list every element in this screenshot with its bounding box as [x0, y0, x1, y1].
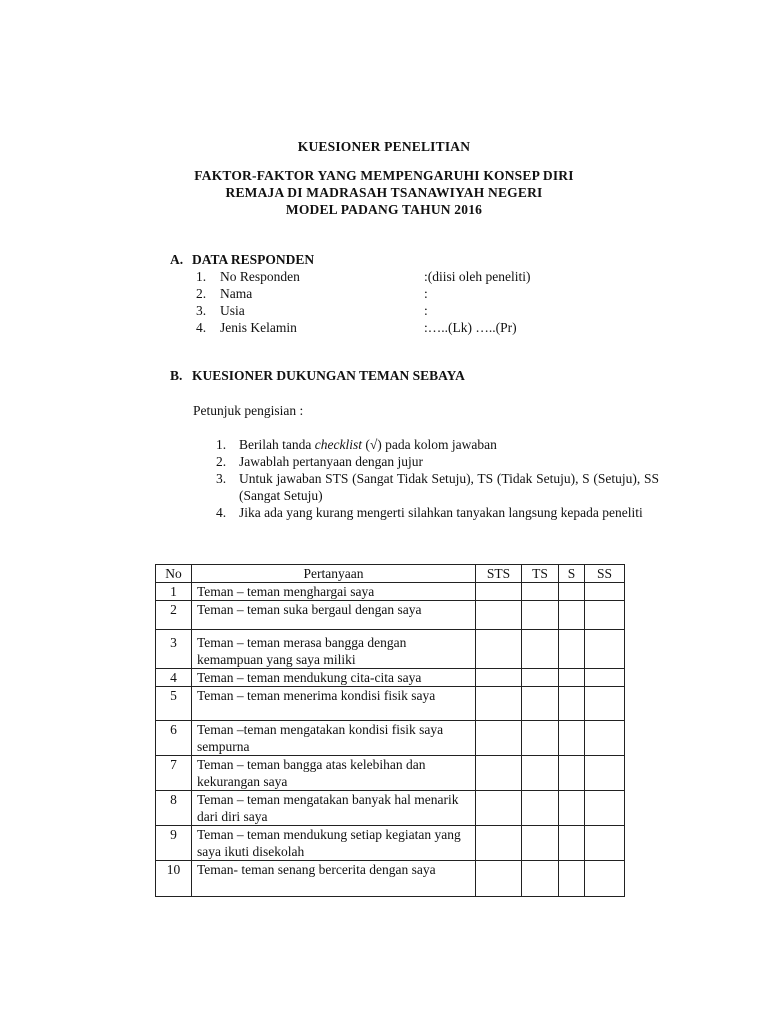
question-text: Teman – teman mengatakan banyak hal menarik dari diri saya [192, 791, 476, 826]
answer-cell-ss[interactable] [585, 791, 625, 826]
answer-cell-sts[interactable] [476, 826, 522, 861]
table-row: 1 Teman – teman menghargai saya [156, 583, 625, 601]
answer-cell-ss[interactable] [585, 721, 625, 756]
instruction-item: 4. Jika ada yang kurang mengerti silahkan tanyakan langsung kepada peneliti [216, 505, 643, 520]
answer-cell-sts[interactable] [476, 791, 522, 826]
question-text: Teman – teman mendukung setiap kegiatan yang saya ikuti disekolah [192, 826, 476, 861]
respondent-label: Jenis Kelamin [220, 320, 297, 335]
question-text: Teman- teman senang bercerita dengan saya [192, 861, 476, 897]
respondent-data-list [196, 268, 616, 336]
answer-cell-ts[interactable] [522, 687, 559, 721]
subtitle-line-1: FAKTOR-FAKTOR YANG MEMPENGARUHI KONSEP DIRI [194, 168, 574, 183]
question-text: Teman – teman mendukung cita-cita saya [192, 669, 476, 687]
table-row: 9 Teman – teman mendukung setiap kegiatan yang saya ikuti disekolah [156, 826, 625, 861]
respondent-value: :…..(Lk) …..(Pr) [424, 320, 517, 335]
subtitle-line-2: REMAJA DI MADRASAH TSANAWIYAH NEGERI [225, 185, 543, 200]
section-a-title: DATA RESPONDEN [192, 252, 315, 267]
answer-cell-sts[interactable] [476, 721, 522, 756]
subtitle-line-3: MODEL PADANG TAHUN 2016 [285, 202, 483, 217]
header-question: Pertanyaan [192, 565, 476, 583]
respondent-row: 4. Jenis Kelamin :…..(Lk) …..(Pr) [196, 320, 517, 335]
section-b-heading [170, 367, 465, 384]
table-row: 7 Teman – teman bangga atas kelebihan dan kekurangan saya [156, 756, 625, 791]
question-text: Teman – teman merasa bangga dengan kemampuan yang saya miliki [192, 630, 476, 669]
answer-cell-sts[interactable] [476, 583, 522, 601]
answer-cell-ss[interactable] [585, 756, 625, 791]
section-a-letter: A. [170, 252, 184, 267]
answer-cell-s[interactable] [559, 826, 585, 861]
instructions-heading: Petunjuk pengisian : [193, 403, 304, 418]
table-row: 8 Teman – teman mengatakan banyak hal menarik dari diri saya [156, 791, 625, 826]
respondent-row: 2. Nama : [196, 286, 428, 301]
table-row: 5 Teman – teman menerima kondisi fisik saya [156, 687, 625, 721]
answer-cell-s[interactable] [559, 791, 585, 826]
header-s: S [559, 565, 585, 583]
question-text: Teman – teman menghargai saya [192, 583, 476, 601]
answer-cell-ts[interactable] [522, 791, 559, 826]
table-row: 3 Teman – teman merasa bangga dengan kemampuan yang saya miliki [156, 630, 625, 669]
answer-cell-sts[interactable] [476, 630, 522, 669]
respondent-row: 3. Usia : [196, 303, 428, 318]
answer-cell-sts[interactable] [476, 687, 522, 721]
answer-cell-ss[interactable] [585, 583, 625, 601]
answer-cell-sts[interactable] [476, 756, 522, 791]
section-b-letter: B. [170, 368, 183, 383]
instruction-item: 2. Jawablah pertanyaan dengan jujur [216, 454, 424, 469]
answer-cell-ss[interactable] [585, 826, 625, 861]
answer-cell-ts[interactable] [522, 861, 559, 897]
table-row: 2 Teman – teman suka bergaul dengan saya [156, 601, 625, 630]
answer-cell-sts[interactable] [476, 601, 522, 630]
instructions-list [216, 436, 659, 521]
section-a-heading [170, 251, 314, 268]
table-row: 4 Teman – teman mendukung cita-cita saya [156, 669, 625, 687]
header-no: No [156, 565, 192, 583]
respondent-label: No Responden [220, 269, 300, 284]
instruction-item: 3. Untuk jawaban STS (Sangat Tidak Setuju), TS (Tidak Setuju), S (Setuju), SS (Sangat Setuju) [216, 471, 659, 503]
respondent-value: :(diisi oleh peneliti) [424, 269, 531, 284]
table-row: 6 Teman –teman mengatakan kondisi fisik saya sempurna [156, 721, 625, 756]
question-text: Teman –teman mengatakan kondisi fisik saya sempurna [192, 721, 476, 756]
answer-cell-s[interactable] [559, 756, 585, 791]
answer-cell-s[interactable] [559, 601, 585, 630]
question-text: Teman – teman bangga atas kelebihan dan kekurangan saya [192, 756, 476, 791]
document-title: KUESIONER PENELITIAN [297, 139, 471, 154]
answer-cell-s[interactable] [559, 687, 585, 721]
questionnaire-table [155, 564, 625, 897]
question-text: Teman – teman menerima kondisi fisik saya [192, 687, 476, 721]
respondent-label: Nama [220, 286, 253, 301]
answer-cell-ts[interactable] [522, 721, 559, 756]
answer-cell-ss[interactable] [585, 630, 625, 669]
respondent-row: 1. No Responden :(diisi oleh peneliti) [196, 269, 531, 284]
answer-cell-ts[interactable] [522, 669, 559, 687]
answer-cell-ss[interactable] [585, 601, 625, 630]
answer-cell-s[interactable] [559, 861, 585, 897]
question-text: Teman – teman suka bergaul dengan saya [192, 601, 476, 630]
answer-cell-ss[interactable] [585, 861, 625, 897]
respondent-value: : [424, 303, 428, 318]
table-row: 10 Teman- teman senang bercerita dengan saya [156, 861, 625, 897]
answer-cell-sts[interactable] [476, 669, 522, 687]
answer-cell-s[interactable] [559, 630, 585, 669]
answer-cell-ss[interactable] [585, 669, 625, 687]
answer-cell-ss[interactable] [585, 687, 625, 721]
answer-cell-ts[interactable] [522, 756, 559, 791]
header-sts: STS [476, 565, 522, 583]
table-header-row [156, 565, 625, 583]
answer-cell-ts[interactable] [522, 826, 559, 861]
answer-cell-s[interactable] [559, 721, 585, 756]
instruction-item: 1. Berilah tanda checklist (√) pada kolom jawaban [216, 437, 497, 452]
answer-cell-s[interactable] [559, 583, 585, 601]
respondent-value: : [424, 286, 428, 301]
answer-cell-ts[interactable] [522, 583, 559, 601]
header-ss: SS [585, 565, 625, 583]
header-ts: TS [522, 565, 559, 583]
answer-cell-ts[interactable] [522, 630, 559, 669]
answer-cell-sts[interactable] [476, 861, 522, 897]
respondent-label: Usia [220, 303, 245, 318]
answer-cell-s[interactable] [559, 669, 585, 687]
document-subtitle [0, 167, 768, 218]
section-b-title: KUESIONER DUKUNGAN TEMAN SEBAYA [192, 368, 465, 383]
answer-cell-ts[interactable] [522, 601, 559, 630]
